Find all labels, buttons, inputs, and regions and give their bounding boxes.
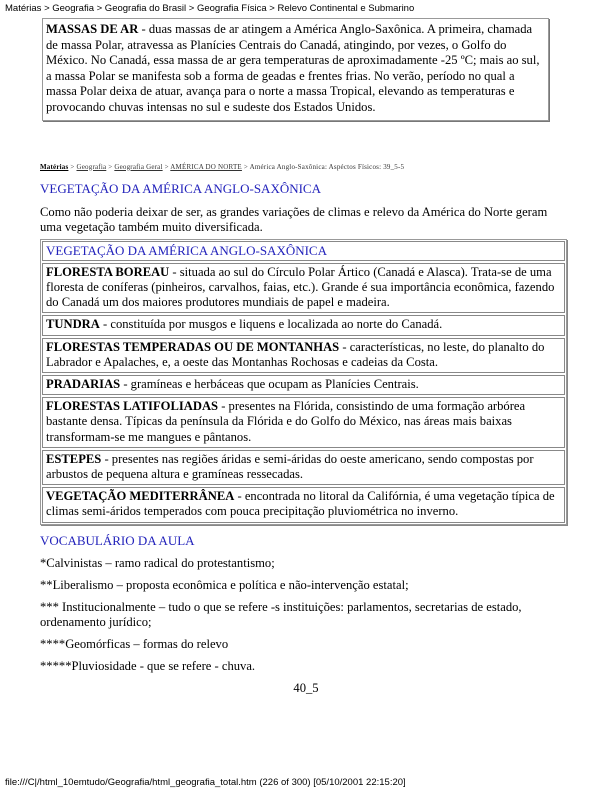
breadcrumb-link-geografia-geral[interactable]: Geografia Geral: [114, 162, 163, 171]
page-number: 40_5: [293, 680, 319, 695]
row-text: - características, no leste, do planalto do Labrador e Apalaches, e, a oeste das Montanhas Rochosas e cadeias da Costa.: [46, 339, 545, 369]
row-text: - presentes na Flórida, consistindo de uma formação arbórea bastante densa. Típicas da península da Flórida e do Golfo do México, nas áreas mais baixas transformam-se me mangues e pântanos.: [46, 399, 526, 444]
air-masses-box: [42, 18, 549, 121]
row-text: - situada ao sul do Círculo Polar Ártico (Canadá e Alasca). Trata-se de uma floresta de coníferas (pinheiros, carvalhos, faias, etc.). Grande é sua importância econômica, fazendo do Canadá um dos maiores produtores mundiais de papel e madeira.: [46, 264, 555, 310]
table-row: [42, 375, 565, 395]
table-row: [42, 450, 565, 485]
breadcrumb-sep: >: [68, 162, 77, 171]
table-row: [42, 338, 565, 373]
breadcrumb-sep: >: [106, 162, 115, 171]
intro-paragraph: Como não poderia deixar de ser, as grandes variações de climas e relevo da América do Norte geram uma vegetação também muito diversificada.: [40, 204, 548, 234]
row-term: TUNDRA: [46, 317, 100, 332]
row-term: FLORESTA BOREAU: [46, 264, 170, 279]
vocabulary-item: *Calvinistas – ramo radical do protestantismo;: [40, 555, 275, 570]
air-masses-term: MASSAS DE AR: [46, 22, 139, 36]
row-text: - gramíneas e herbáceas que ocupam as Planícies Centrais.: [120, 376, 419, 391]
row-term: ESTEPES: [46, 451, 102, 466]
row-term: FLORESTAS LATIFOLIADAS: [46, 399, 219, 414]
footer-file-path: file:///C|/html_10emtudo/Geografia/html_geografia_total.htm (226 of 300) [05/10/2001 22:15:20]: [5, 777, 406, 788]
row-term: VEGETAÇÃO MEDITERRÂNEA: [46, 489, 235, 504]
breadcrumb-link-materias[interactable]: Matérias: [40, 162, 69, 171]
vegetation-table: [40, 239, 567, 525]
table-row: [42, 315, 565, 335]
vocabulary-item: **Liberalismo – proposta econômica e política e não-intervenção estatal;: [40, 577, 409, 592]
breadcrumb-current: América Anglo-Saxônica: Aspéctos Físicos: 39_5-5: [249, 162, 405, 171]
air-masses-text: - duas massas de ar atingem a América Anglo-Saxônica. A primeira, chamada de massa Polar, atravessa as Planícies Centrais do Canadá, atingindo, por vezes, o Golfo do México. No Canadá, essa massa de ar gera temperaturas de aproximadamente -25 ºC; mais ao sul, a massa Polar se manifesta sob a forma de geadas e frentes frias. No verão, período no qual a massa Polar deixa de atuar, avança para o norte a massa Tropical, elevando as temperaturas e provocando chuvas intensas no sul e sudeste dos Estados Unidos.: [46, 22, 540, 114]
vocabulary-title: VOCABULÁRIO DA AULA: [40, 532, 195, 548]
breadcrumb-sep: >: [241, 162, 250, 171]
vocabulary-item: *****Pluviosidade - que se refere - chuva.: [40, 658, 256, 673]
breadcrumb-link-geografia[interactable]: Geografia: [76, 162, 107, 171]
vocabulary-item: ****Geomórficas – formas do relevo: [40, 636, 229, 651]
header-breadcrumb: Matérias > Geografia > Geografia do Brasil > Geografia Física > Relevo Continental e Submarino: [5, 3, 415, 14]
row-term: FLORESTAS TEMPERADAS OU DE MONTANHAS: [46, 339, 340, 354]
table-row: [42, 263, 565, 314]
breadcrumb: [40, 163, 612, 172]
table-row: [42, 487, 565, 522]
table-row: [42, 397, 565, 448]
vegetation-table-header: VEGETAÇÃO DA AMÉRICA ANGLO-SAXÔNICA: [42, 241, 565, 261]
row-text: - constituída por musgos e liquens e localizada ao norte do Canadá.: [99, 317, 443, 332]
row-text: - presentes nas regiões áridas e semi-áridas do oeste americano, sendo compostas por arbustos de pequena altura e gramíneas ressecadas.: [46, 451, 534, 481]
section-title: VEGETAÇÃO DA AMÉRICA ANGLO-SAXÔNICA: [40, 180, 321, 196]
row-text: - encontrada no litoral da Califórnia, é uma vegetação típica de climas semi-áridos temperados com pouca precipitação pluviométrica no inverno.: [46, 489, 555, 519]
breadcrumb-link-america-do-norte[interactable]: AMÉRICA DO NORTE: [170, 162, 242, 171]
row-term: PRADARIAS: [46, 376, 121, 391]
vocabulary-list: [40, 556, 570, 674]
vocabulary-item: *** Institucionalmente – tudo o que se refere -s instituições: parlamentos, secretarias de estado, ordenamento jurídico;: [40, 599, 522, 629]
breadcrumb-sep: >: [162, 162, 171, 171]
